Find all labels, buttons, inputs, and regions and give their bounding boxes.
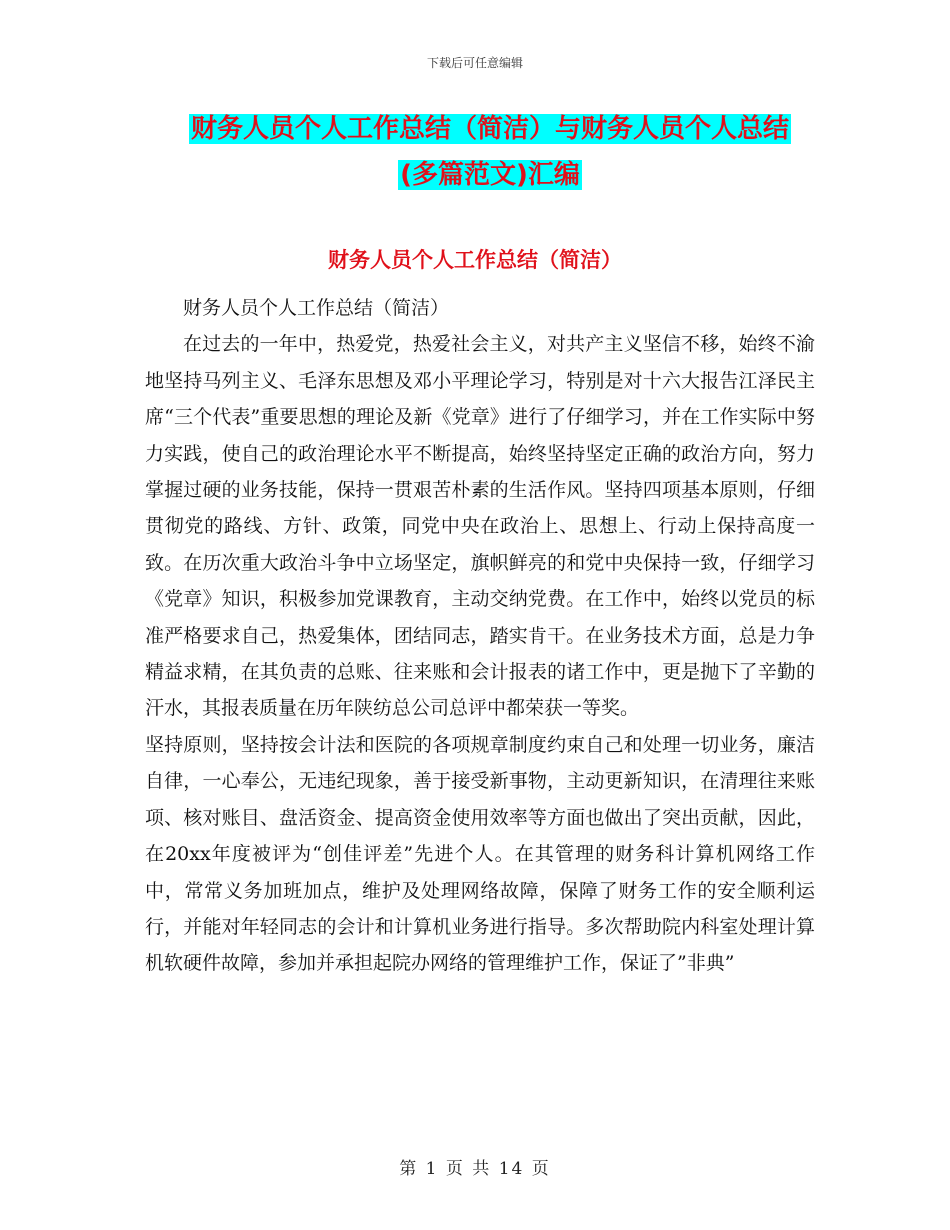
- paragraph: 坚持原则，坚持按会计法和医院的各项规章制度约束自己和处理一切业务，廉洁自律，一心奉公，无违纪现象，善于接受新事物，主动更新知识，在清理往来账项、核对账目、盘活资金、提高资金使用效率等方面也做出了突出贡献，因此，在20xx年度被评为“创佳评差”先进个人。在其管理的财务科计算机网络工作中，常常义务加班加点，维护及处理网络故障，保障了财务工作的安全顺利运行，并能对年轻同志的会计和计算机业务进行指导。多次帮助院内科室处理计算机软硬件故障，参加并承担起院办网络的管理维护工作，保证了”非典”: [145, 733, 815, 975]
- paragraph-subtitle: 财务人员个人工作总结（简洁）: [183, 297, 450, 319]
- document-title-line1: 财务人员个人工作总结（简洁）与财务人员个人总结: [190, 114, 789, 144]
- document-title: [140, 106, 840, 198]
- document-body: [145, 290, 815, 982]
- document-title-line2: (多篇范文)汇编: [400, 160, 580, 190]
- section-title: 财务人员个人工作总结（简洁）: [328, 248, 622, 272]
- paragraph: 在过去的一年中，热爱党，热爱社会主义，对共产主义坚信不移，始终不渝地坚持马列主义、毛泽东思想及邓小平理论学习，特别是对十六大报告江泽民主席“三个代表”重要思想的理论及新《党章》进行了仔细学习，并在工作实际中努力实践，使自己的政治理论水平不断提高，始终坚持坚定正确的政治方向，努力掌握过硬的业务技能，保持一贯艰苦朴素的生活作风。坚持四项基本原则，仔细贯彻党的路线、方针、政策，同党中央在政治上、思想上、行动上保持高度一致。在历次重大政治斗争中立场坚定，旗帜鲜亮的和党中央保持一致，仔细学习《党章》知识，积极参加党课教育，主动交纳党费。在工作中，始终以党员的标准严格要求自己，热爱集体，团结同志，踏实肯干。在业务技术方面，总是力争精益求精，在其负责的总账、往来账和会计报表的诸工作中，更是抛下了辛勤的汗水，其报表质量在历年陕纺总公司总评中都荣获一等奖。: [145, 333, 815, 720]
- page-number: 第 1 页 共 14 页: [399, 1159, 551, 1179]
- header-note: 下载后可任意编辑: [426, 56, 523, 70]
